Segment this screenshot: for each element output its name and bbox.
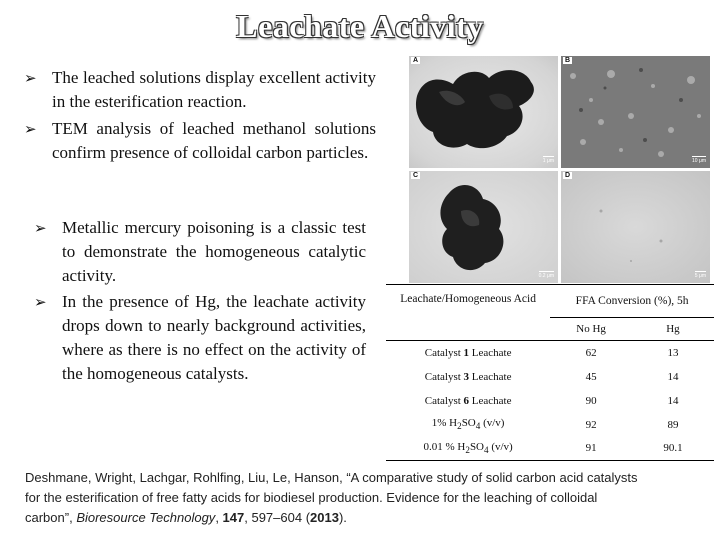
citation-line: carbon”, Bioresource Technology, 147, 597–604 (2013). — [25, 510, 347, 525]
bullet-item — [22, 66, 376, 114]
cell-name: 0.01 % $H_2SO_4$ (v/v) — [423, 441, 513, 456]
scale-bar: 10 μm — [692, 158, 706, 164]
cell-hg: 89 — [667, 418, 679, 431]
carbon-particle-image — [409, 56, 558, 168]
cell-hg: 14 — [667, 370, 679, 383]
cell-no-hg: 92 — [585, 418, 597, 431]
table-row — [386, 437, 714, 461]
cell-no-hg: 90 — [585, 394, 597, 407]
tem-panel-d — [561, 171, 710, 283]
tem-micrographs — [409, 56, 711, 284]
arrow-bullet-icon: ➢ — [24, 69, 37, 87]
table-header-row — [386, 285, 714, 318]
citation-line: for the esterification of free fatty acids for biodiesel production. Evidence for the leaching of colloidal — [25, 490, 598, 505]
citation-line: Deshmane, Wright, Lachgar, Rohlfing, Liu, Le, Hanson, “A comparative study of solid carbon acid catalysts — [25, 470, 638, 485]
cell-name: Catalyst 3 Leachate — [424, 370, 512, 383]
carbon-particle-image — [561, 171, 710, 283]
bullet-list-bottom — [32, 216, 366, 388]
volume: 147 — [222, 510, 245, 525]
ffa-conversion-table — [386, 284, 714, 461]
bullet-item — [32, 290, 366, 386]
bullet-text: TEM analysis of leached methanol solutions confirm presence of colloidal carbon particles. — [52, 119, 376, 162]
panel-label: C — [413, 172, 419, 179]
table-row — [386, 389, 714, 413]
carbon-particle-image — [409, 171, 558, 283]
cell-hg: 14 — [667, 394, 679, 407]
arrow-bullet-icon: ➢ — [34, 293, 47, 311]
tem-panel-a — [409, 56, 558, 168]
cell-name: Catalyst 6 Leachate — [424, 394, 512, 407]
header-conversion: FFA Conversion (%), 5h — [550, 285, 714, 318]
cell-hg: 13 — [667, 346, 679, 359]
cell-name: Catalyst 1 Leachate — [424, 346, 512, 359]
cell-no-hg: 91 — [585, 442, 597, 455]
arrow-bullet-icon: ➢ — [24, 120, 37, 138]
panel-label: D — [565, 172, 571, 179]
journal-name: Bioresource Technology — [76, 510, 216, 525]
tem-panel-c — [409, 171, 558, 283]
cell-hg: 90.1 — [663, 442, 683, 455]
panel-label: A — [413, 57, 419, 64]
header-acid: Leachate/Homogeneous Acid — [386, 285, 550, 341]
cell-no-hg: 45 — [585, 370, 597, 383]
bullet-text: In the presence of Hg, the leachate activity drops down to nearly background activities, where as there is no effect on the activity of the homogeneous catalysts. — [62, 292, 366, 383]
panel-label: B — [565, 57, 571, 64]
scale-bar: 0.2 μm — [538, 273, 554, 279]
carbon-particle-image — [561, 56, 710, 168]
table-row — [386, 341, 714, 365]
table-row — [386, 413, 714, 437]
subheader-hg: Hg — [666, 323, 680, 335]
year: 2013 — [310, 510, 339, 525]
slide-title: Leachate Activity — [236, 8, 484, 44]
bullet-item — [22, 117, 376, 165]
scale-bar: 5 μm — [694, 273, 706, 279]
arrow-bullet-icon: ➢ — [34, 219, 47, 237]
cell-no-hg: 62 — [585, 346, 597, 359]
scale-bar: 1 μm — [542, 158, 554, 164]
bullet-list-top — [22, 66, 376, 168]
cell-name: 1% $H_2SO_4$ (v/v) — [431, 417, 505, 432]
bullet-item — [32, 216, 366, 288]
tem-panel-b — [561, 56, 710, 168]
table-row — [386, 365, 714, 389]
citation — [25, 468, 720, 528]
subheader-no-hg: No Hg — [576, 323, 606, 335]
bullet-text: Metallic mercury poisoning is a classic test to demonstrate the homogeneous catalytic activity. — [62, 218, 366, 285]
bullet-text: The leached solutions display excellent activity in the esterification reaction. — [52, 68, 376, 111]
